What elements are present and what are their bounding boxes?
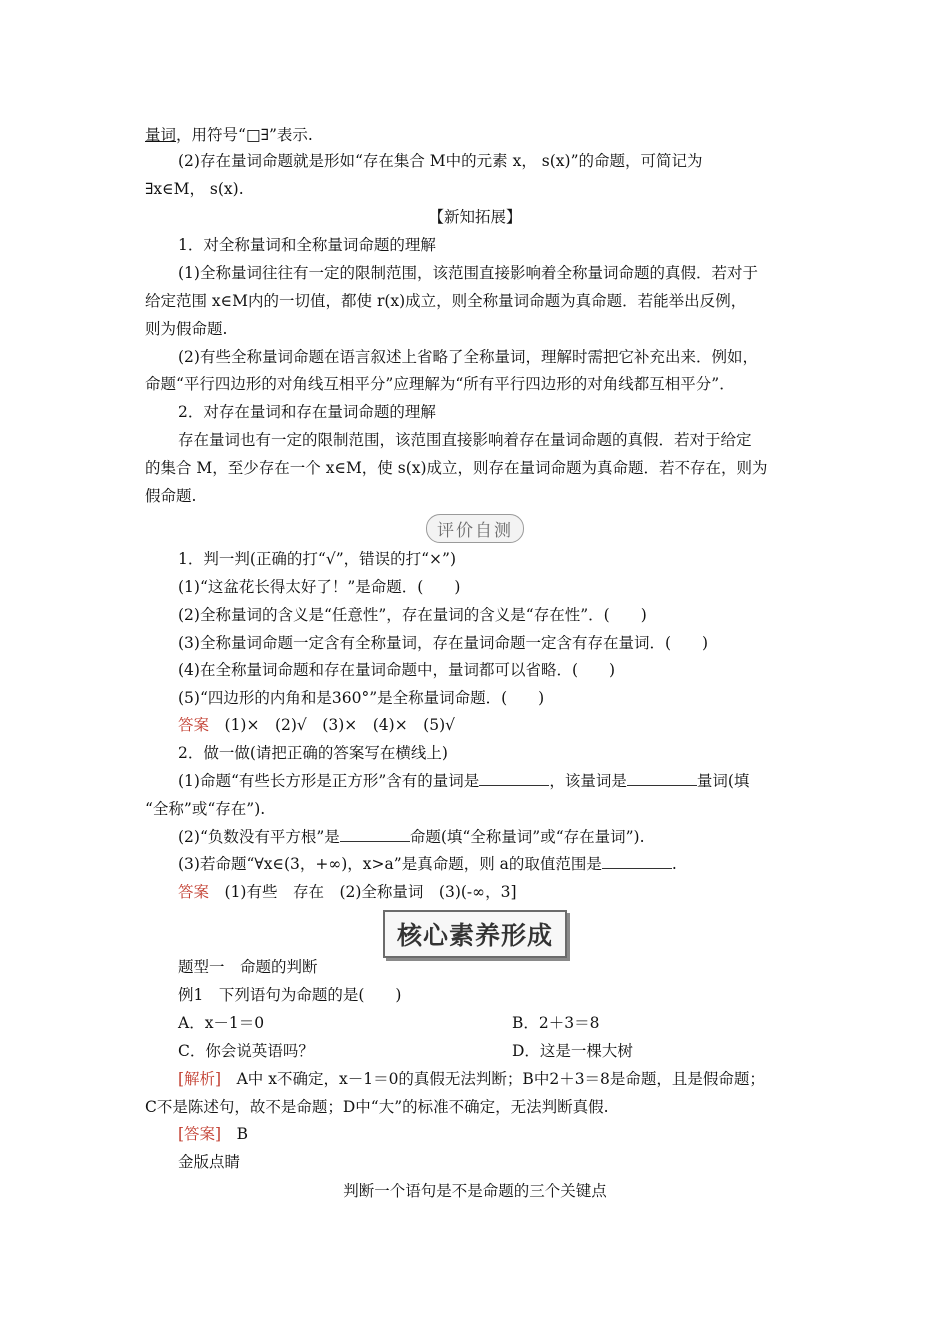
text-line: 给定范围 x∈M内的一切值，都使 r(x)成立，则全称量词命题为真命题．若能举出反例， [145, 292, 747, 310]
text-underlined: 量词 [145, 126, 177, 144]
text-line: “全称”或“存在”). [145, 800, 266, 818]
analysis-line [178, 1068, 765, 1090]
answer-label: [答案] [178, 1125, 222, 1143]
text-line: 2．做一做(请把正确的答案写在横线上) [178, 744, 448, 762]
section-heading: 【新知拓展】 [428, 208, 522, 226]
analysis-label: [解析] [178, 1070, 222, 1088]
answer-blank [340, 827, 410, 842]
text-line: (5)“四边形的内角和是360°”是全称量词命题．( ) [178, 689, 545, 707]
text: 命题(填“全称量词”或“存在量词”). [409, 828, 645, 846]
text-line: ∃x∈M， s(x). [145, 180, 244, 198]
text-line: C不是陈述句，故不是命题；D中“大”的标准不确定，无法判断真假. [145, 1098, 609, 1116]
option-d: D．这是一棵大树 [512, 1042, 633, 1060]
text-line: 命题“平行四边形的对角线互相平分”应理解为“所有平行四边形的对角线都互相平分”． [145, 375, 735, 393]
answer-blank [602, 854, 672, 869]
option-a: A．x－1＝0 [178, 1014, 265, 1032]
text-line: 的集合 M，至少存在一个 x∈M，使 s(x)成立，则存在量词命题为真命题．若不存在，则为 [145, 459, 768, 477]
text-line [145, 124, 313, 146]
text-line: 例1 下列语句为命题的是( ) [178, 986, 402, 1004]
text-line: (3)全称量词命题一定含有全称量词，存在量词命题一定含有存在量词．( ) [178, 634, 709, 652]
text-line: (4)在全称量词命题和存在量词命题中，量词都可以省略．( ) [178, 661, 616, 679]
answer-line [178, 1123, 248, 1145]
text: . [671, 855, 677, 873]
text-line [178, 853, 677, 875]
answer-line [178, 881, 517, 903]
text-line: (2)存在量词命题就是形如“存在集合 M中的元素 x， s(x)”的命题，可简记为 [178, 152, 703, 170]
answer-text: (1)× (2)√ (3)× (4)× (5)√ [209, 716, 456, 734]
core-badge: 核心素养形成 [383, 910, 567, 958]
answer-label: 答案 [178, 883, 210, 901]
text-line: (1)“这盆花长得太好了！”是命题．( ) [178, 578, 461, 596]
text-line [178, 826, 645, 848]
text-line: 假命题. [145, 487, 197, 505]
text-line: (2)有些全称量词命题在语言叙述上省略了全称量词，理解时需把它补充出来．例如， [178, 348, 758, 366]
text: ，用符号“□∃”表示. [176, 126, 313, 144]
text-line: (2)全称量词的含义是“任意性”，存在量词的含义是“存在性”．( ) [178, 606, 647, 624]
text-line: 1．对全称量词和全称量词命题的理解 [178, 236, 436, 254]
text-line: 2．对存在量词和存在量词命题的理解 [178, 403, 436, 421]
text: (1)命题“有些长方形是正方形”含有的量词是 [178, 772, 480, 790]
text: (2)“负数没有平方根”是 [178, 828, 340, 846]
core-badge-wrap [0, 910, 950, 958]
answer-blank [627, 771, 697, 786]
eval-badge-wrap [0, 514, 950, 543]
answer-label: 答案 [178, 716, 210, 734]
text-line [178, 770, 749, 792]
text-line: (1)全称量词往往有一定的限制范围，该范围直接影响着全称量词命题的真假．若对于 [178, 264, 758, 282]
eval-badge: 评价自测 [426, 514, 524, 543]
answer-text: (1)有些 存在 (2)全称量词 (3)(-∞，3] [209, 883, 517, 901]
text: A中 x不确定，x－1＝0的真假无法判断；B中2＋3＝8是命题，且是假命题； [221, 1070, 765, 1088]
text-line: 存在量词也有一定的限制范围，该范围直接影响着存在量词命题的真假．若对于给定 [178, 431, 752, 449]
option-b: B．2＋3＝8 [512, 1014, 600, 1032]
answer-line [178, 714, 455, 736]
text-line: 金版点睛 [178, 1153, 241, 1171]
text: ，该量词是 [549, 772, 627, 790]
text-line: 1．判一判(正确的打“√”，错误的打“×”) [178, 550, 457, 568]
text: B [221, 1125, 248, 1143]
option-c: C．你会说英语吗？ [178, 1042, 314, 1060]
text-line: 则为假命题. [145, 320, 228, 338]
answer-blank [479, 771, 549, 786]
text: (3)若命题“∀x∈(3，+∞)，x>a”是真命题，则 a的取值范围是 [178, 855, 602, 873]
text-line: 题型一 命题的判断 [178, 958, 318, 976]
section-subheading: 判断一个语句是不是命题的三个关键点 [343, 1182, 607, 1200]
text: 量词(填 [696, 772, 750, 790]
